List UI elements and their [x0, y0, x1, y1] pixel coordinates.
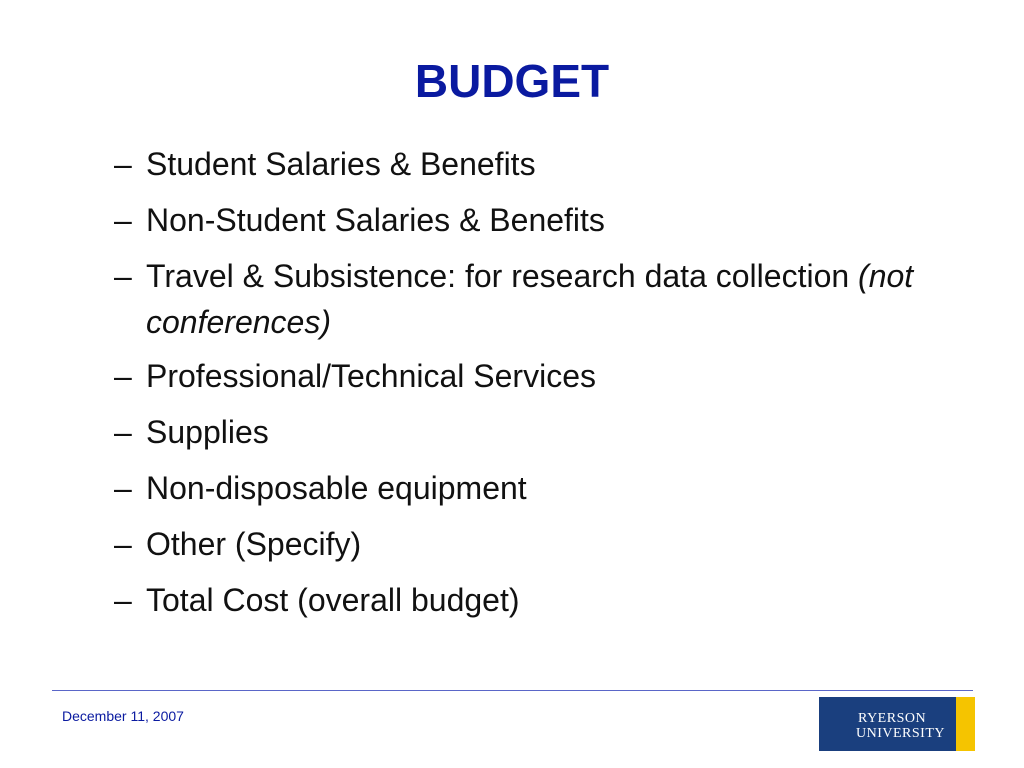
footer-date: December 11, 2007: [62, 708, 184, 724]
logo-text-line1: RYERSON: [858, 711, 927, 726]
bullet-text: Total Cost (overall budget): [146, 582, 520, 618]
bullet-dash: –: [114, 146, 132, 182]
list-item: [114, 463, 914, 513]
bullet-dash: –: [114, 582, 132, 618]
logo-text-line2: UNIVERSITY: [856, 726, 945, 741]
list-item: [114, 407, 914, 457]
list-item: [114, 195, 914, 245]
list-item: [114, 519, 914, 569]
list-item: [114, 251, 914, 345]
bullet-text: Supplies: [146, 414, 269, 450]
bullet-text: Other (Specify): [146, 526, 362, 562]
bullet-emphasis: (not conferences): [146, 258, 914, 340]
bullet-dash: –: [114, 202, 132, 238]
ryerson-university-logo: [819, 697, 975, 751]
bullet-text: Travel & Subsistence: for research data collection: [146, 258, 850, 294]
bullet-dash: –: [114, 414, 132, 450]
bullet-text: Non-disposable equipment: [146, 470, 527, 506]
bullet-dash: –: [114, 358, 132, 394]
list-item: [114, 575, 914, 625]
list-item: [114, 351, 914, 401]
logo-gold-stripe: [956, 697, 975, 751]
bullet-list: [114, 139, 914, 631]
bullet-dash: –: [114, 526, 132, 562]
slide-title: BUDGET: [414, 55, 610, 107]
bullet-text-wrapper: [146, 251, 914, 345]
bullet-text: Professional/Technical Services: [146, 358, 596, 394]
bullet-dash: –: [114, 470, 132, 506]
list-item: [114, 139, 914, 189]
footer-divider: [52, 690, 973, 691]
bullet-dash: –: [114, 258, 132, 294]
bullet-text: Student Salaries & Benefits: [146, 146, 536, 182]
bullet-text: Non-Student Salaries & Benefits: [146, 202, 605, 238]
